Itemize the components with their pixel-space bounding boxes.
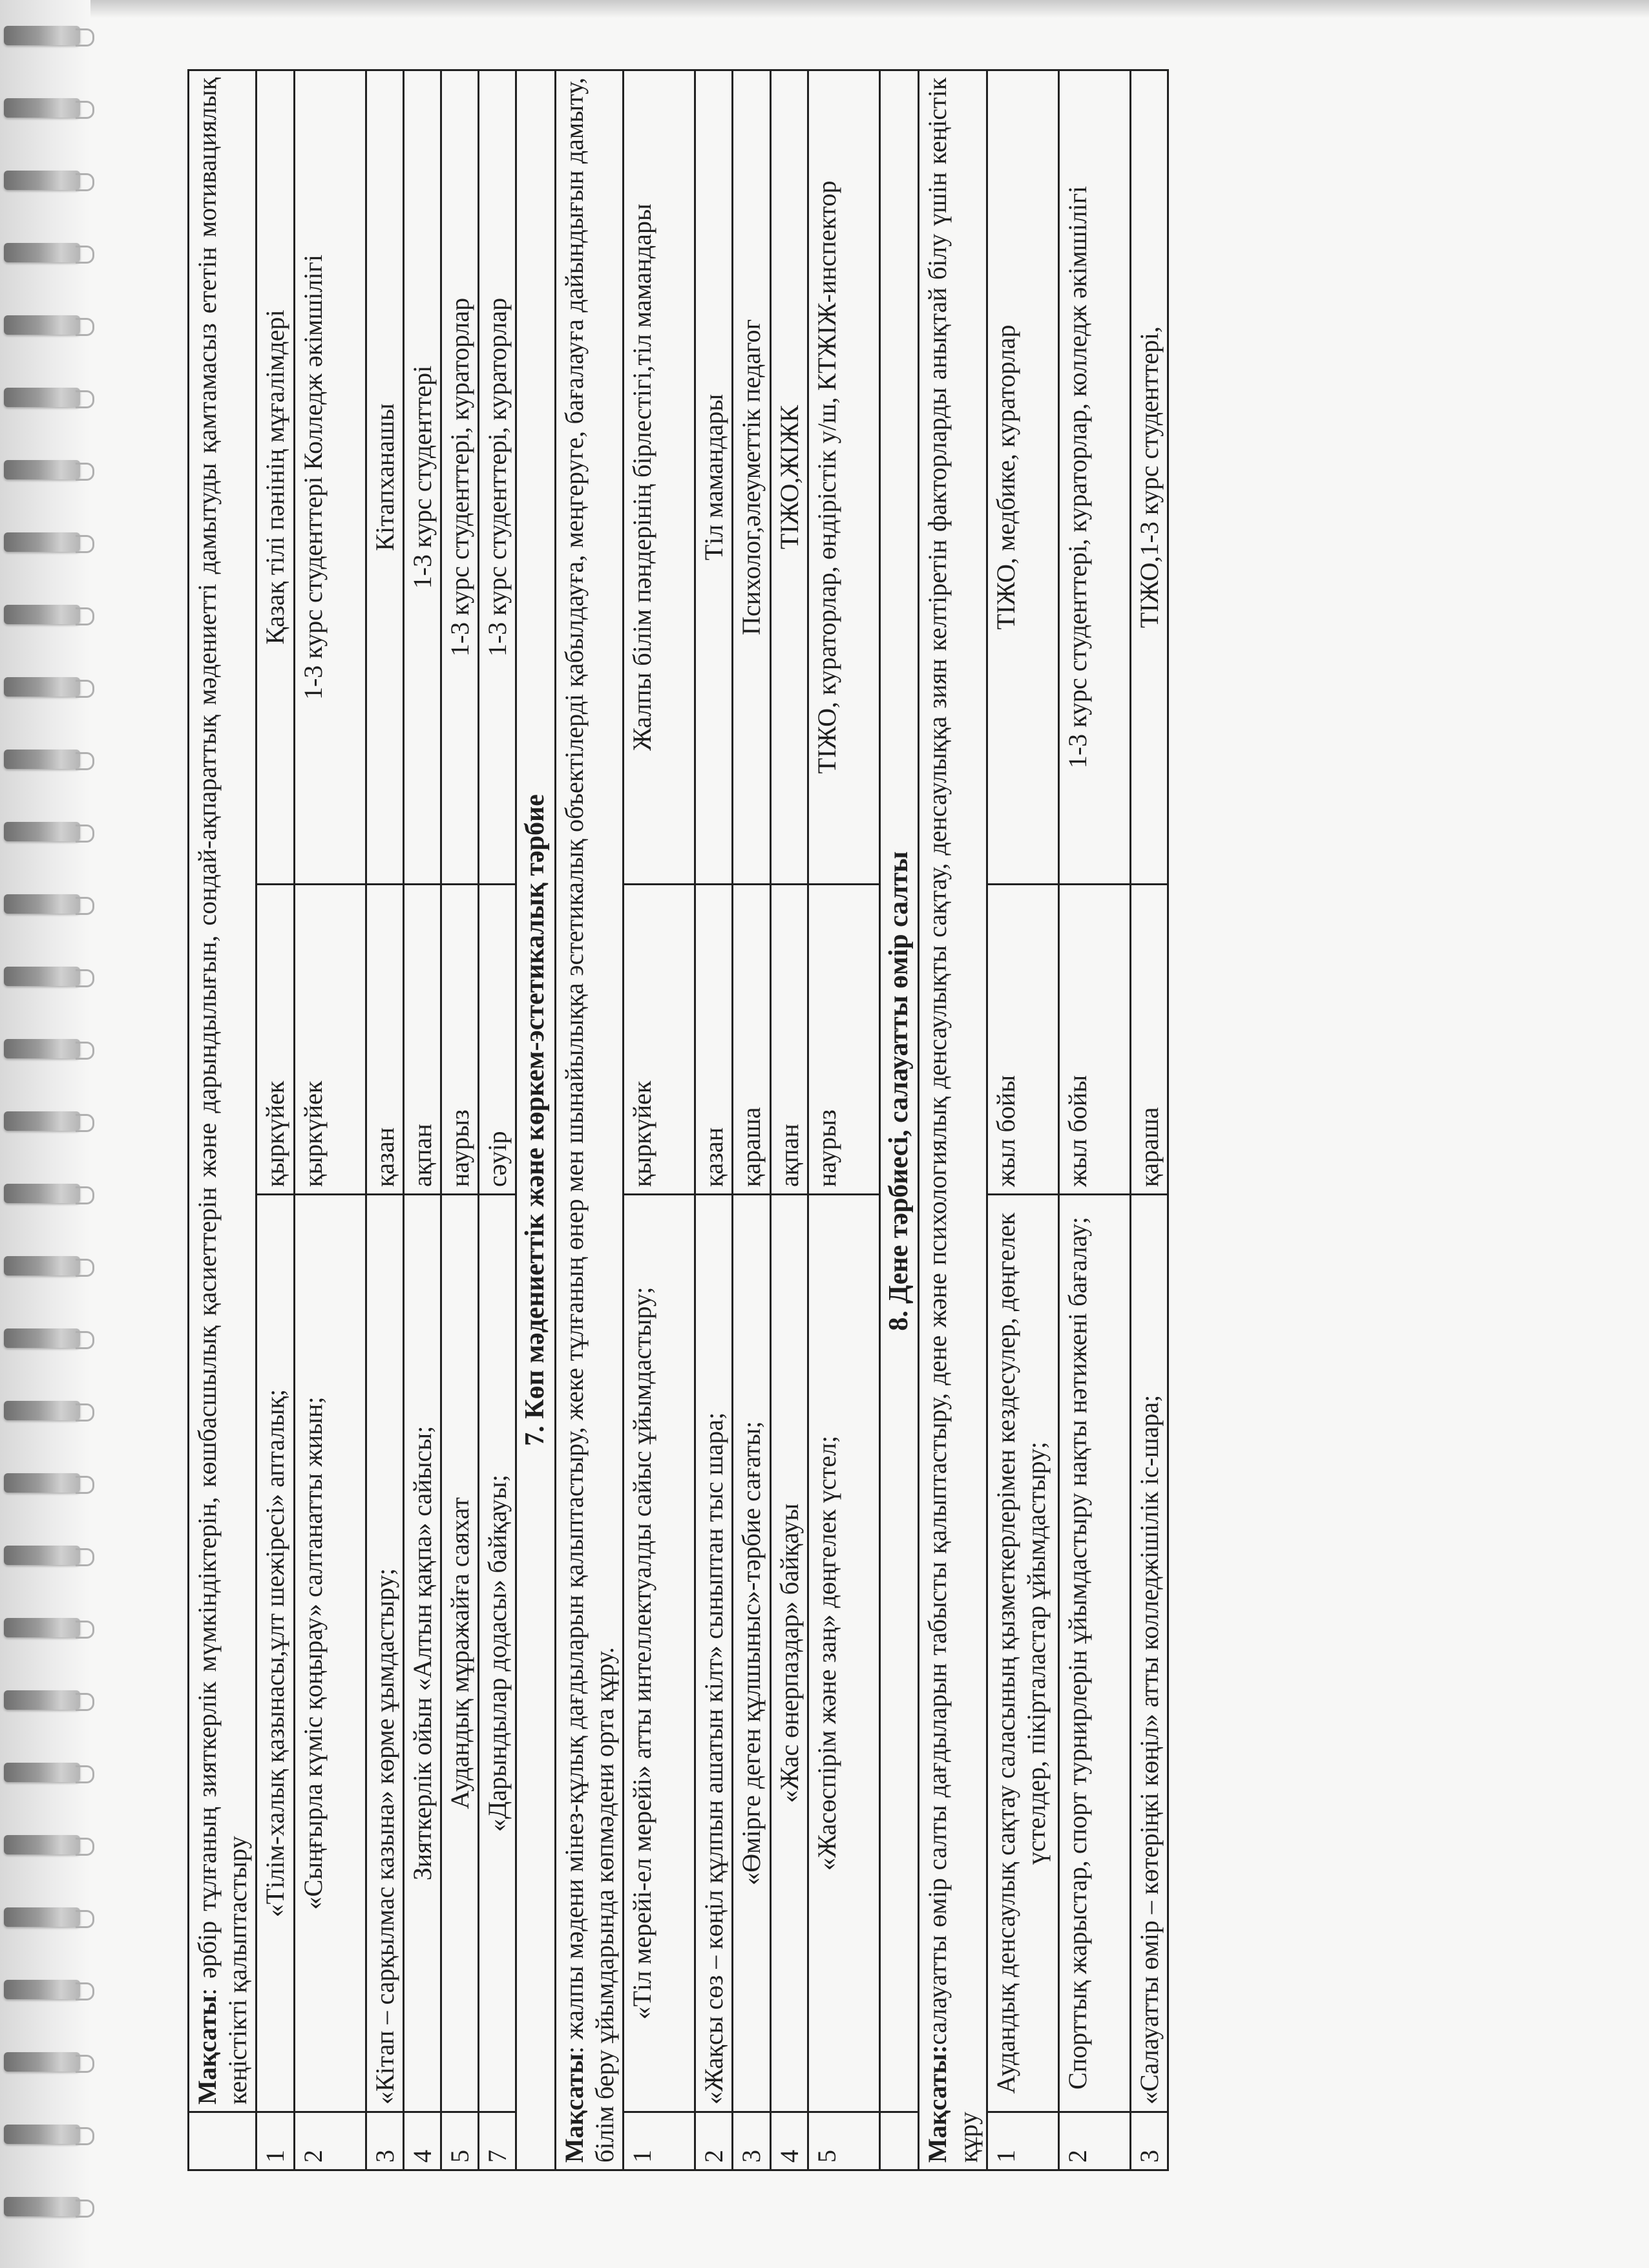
row-responsible: 1-3 курс студенттері, кураторлар, колледж әкімшілігі xyxy=(1058,70,1130,884)
row-event: «Жасөспірім және заң» дөңгелек үстел; xyxy=(808,1195,879,2112)
table-row xyxy=(403,70,441,2170)
row-responsible: ТІЖО, медбике, кураторлар xyxy=(987,70,1058,884)
page-top-shadow xyxy=(0,0,1649,18)
binding-ring xyxy=(4,2197,80,2216)
spiral-binding xyxy=(0,0,90,2268)
row-number: 2 xyxy=(1058,2112,1130,2170)
row-time: сәуір xyxy=(479,885,516,1195)
binding-ring xyxy=(4,822,80,841)
row-time: наурыз xyxy=(441,885,478,1195)
binding-ring xyxy=(4,1039,80,1058)
row-event: «Дарындылар додасы» байқауы; xyxy=(479,1195,516,2112)
section-aim xyxy=(919,70,987,2170)
binding-ring xyxy=(4,98,80,118)
row-time: ақпан xyxy=(403,885,441,1195)
binding-ring xyxy=(4,1256,80,1276)
table-row xyxy=(257,70,294,2170)
row-time: қыркүйек xyxy=(294,885,366,1195)
binding-ring xyxy=(4,315,80,335)
row-time: наурыз xyxy=(808,885,879,1195)
binding-ring xyxy=(4,532,80,552)
row-event: «Жас өнерпаздар» байқауы xyxy=(770,1195,808,2112)
row-number: 2 xyxy=(695,2112,733,2170)
binding-ring xyxy=(4,171,80,190)
table-row xyxy=(479,70,516,2170)
binding-ring xyxy=(4,1473,80,1493)
section-title-row xyxy=(516,70,556,2170)
binding-ring xyxy=(4,605,80,624)
row-responsible: 1-3 курс студенттері xyxy=(403,70,441,884)
row-event: «Салауатты өмір – көтеріңкі көңіл» атты колледжішілік іс-шара; xyxy=(1130,1195,1168,2112)
binding-ring xyxy=(4,1618,80,1637)
aim-label: Мақсаты: xyxy=(923,2044,952,2163)
binding-ring xyxy=(4,1835,80,1854)
binding-ring xyxy=(4,750,80,769)
aim-label: Мақсаты xyxy=(193,1995,222,2105)
title-number-cell xyxy=(879,2112,919,2170)
section-title: 8. Дене тәрбиесі, салауатты өмір салты xyxy=(879,70,919,2112)
row-event: Зияткерлік ойын «Алтын қақпа» сайысы; xyxy=(403,1195,441,2112)
row-number: 3 xyxy=(733,2112,770,2170)
aim-text: : әрбір тұлғаның зияткерлік мүмкіндіктерін, көшбасшылық қасиеттерін және дарындылығын, сондай-ақпараттық мәдениетті дамытуды қамтамасыз ететін мотивациялық кеңістікті қалыптастыру xyxy=(193,77,253,2105)
aim-text: салауатты өмір салты дағдыларын табысты қалыптастыру, дене және психологиялық денсаулықты сақтау, денсаулыққа зиян келтіретін факторларды анықтай білу үшін кеңістік құру xyxy=(923,77,983,2163)
row-number: 1 xyxy=(987,2112,1058,2170)
row-responsible: ТІЖО,ЖІЖК xyxy=(770,70,808,884)
table-row xyxy=(1058,70,1130,2170)
row-event: «Жақсы сөз – көңіл құлпын ашатын кілт» сыныптан тыс шара; xyxy=(695,1195,733,2112)
binding-ring xyxy=(4,460,80,479)
table-row xyxy=(1130,70,1168,2170)
binding-ring xyxy=(4,26,80,45)
row-responsible: ТІЖО, кураторлар, өндірістік у/ш, КТЖІЖ-инспектор xyxy=(808,70,879,884)
aim-text: : жалпы мәдени мінез-құлық дағдыларын қалыптастыру, жеке тұлғаның өнер мен шынайылыққа эстетикалық объектілерді қабылдауға, меңгеруге, бағалауға дайындығын дамыту, білім беру ұйымдарында көпмәдени орта құру. xyxy=(559,77,620,2163)
row-number: 4 xyxy=(403,2112,441,2170)
table-row xyxy=(695,70,733,2170)
binding-ring xyxy=(4,1401,80,1420)
row-event: Аудандық мұражайға саяхат xyxy=(441,1195,478,2112)
row-time: қараша xyxy=(1130,885,1168,1195)
binding-ring xyxy=(4,967,80,986)
binding-ring xyxy=(4,1907,80,1927)
row-number: 4 xyxy=(770,2112,808,2170)
row-time: қазан xyxy=(366,885,403,1195)
binding-ring xyxy=(4,243,80,262)
section-aim-row xyxy=(919,70,987,2170)
row-number: 7 xyxy=(479,2112,516,2170)
binding-ring xyxy=(4,388,80,407)
row-event: «Сыңғырла күміс қоңырау» салтанатты жиын; xyxy=(294,1195,366,2112)
section-aim-row xyxy=(555,70,623,2170)
binding-ring xyxy=(4,677,80,697)
table-row xyxy=(294,70,366,2170)
binding-ring xyxy=(4,1546,80,1565)
row-number: 3 xyxy=(366,2112,403,2170)
row-responsible: Қазақ тілі пәнінің мұғалімдері xyxy=(257,70,294,884)
row-event: Аудандық денсаулық сақтау саласының қызметкерлерімен кездесулер, дөңгелек үстелдер, пікірталастар ұйымдастыру; xyxy=(987,1195,1058,2112)
row-number: 5 xyxy=(808,2112,879,2170)
section-title-row xyxy=(879,70,919,2170)
binding-ring xyxy=(4,1111,80,1131)
table-row xyxy=(770,70,808,2170)
aim-label: Мақсаты xyxy=(559,2053,589,2163)
row-responsible: Кітапханашы xyxy=(366,70,403,884)
row-time: жыл бойы xyxy=(1058,885,1130,1195)
aim-number-cell xyxy=(189,2112,257,2170)
education-plan-table xyxy=(187,69,1169,2171)
row-number: 1 xyxy=(257,2112,294,2170)
row-time: қыркүйек xyxy=(257,885,294,1195)
row-responsible: 1-3 курс студенттері Колледж әкімшілігі xyxy=(294,70,366,884)
row-time: қазан xyxy=(695,885,733,1195)
binding-ring xyxy=(4,1184,80,1203)
section-aim-row xyxy=(189,70,257,2170)
row-time: қараша xyxy=(733,885,770,1195)
row-responsible: Жалпы білім пәндерінің бірлестігі,тіл мамандары xyxy=(624,70,695,884)
row-event: «Өміргe деген құлшыныс»-тәрбие сағаты; xyxy=(733,1195,770,2112)
table-row xyxy=(441,70,478,2170)
section-aim xyxy=(555,70,623,2170)
table-row xyxy=(987,70,1058,2170)
binding-ring xyxy=(4,2125,80,2144)
binding-ring xyxy=(4,894,80,914)
section-title: 7. Көп мәдениеттік және көркем-эстетикалық тәрбие xyxy=(516,70,556,2170)
row-responsible: ТІЖО,1-3 курс студенттері, xyxy=(1130,70,1168,884)
row-event: Спорттық жарыстар, спорт турнирлерін ұйымдастыру нақты нәтижені бағалау; xyxy=(1058,1195,1130,2112)
section-aim xyxy=(189,70,257,2112)
row-time: қыркүйек xyxy=(624,885,695,1195)
binding-ring xyxy=(4,1980,80,1999)
row-responsible: 1-3 курс студенттері, кураторлар xyxy=(479,70,516,884)
row-number: 3 xyxy=(1130,2112,1168,2170)
table-row xyxy=(733,70,770,2170)
table-row xyxy=(808,70,879,2170)
row-event: «Кітап – сарқылмас казына» көрме ұымдастыру; xyxy=(366,1195,403,2112)
row-number: 2 xyxy=(294,2112,366,2170)
table-row xyxy=(624,70,695,2170)
table-row xyxy=(366,70,403,2170)
binding-ring xyxy=(4,1690,80,1710)
rotated-document xyxy=(187,71,1518,2171)
row-responsible: 1-3 курс студенттері, кураторлар xyxy=(441,70,478,884)
binding-ring xyxy=(4,1328,80,1348)
row-number: 1 xyxy=(624,2112,695,2170)
row-responsible: Тіл мамандары xyxy=(695,70,733,884)
row-event: «Тіл мерейі-ел мерейі» атты интеллектуалды сайыс ұйымдастыру; xyxy=(624,1195,695,2112)
binding-ring xyxy=(4,2052,80,2072)
row-event: «Тілім-халық қазынасы,ұлт шежіресі» апталық; xyxy=(257,1195,294,2112)
row-number: 5 xyxy=(441,2112,478,2170)
row-responsible: Психолог,әлеуметтік педагог xyxy=(733,70,770,884)
row-time: жыл бойы xyxy=(987,885,1058,1195)
row-time: ақпан xyxy=(770,885,808,1195)
binding-ring xyxy=(4,1763,80,1782)
